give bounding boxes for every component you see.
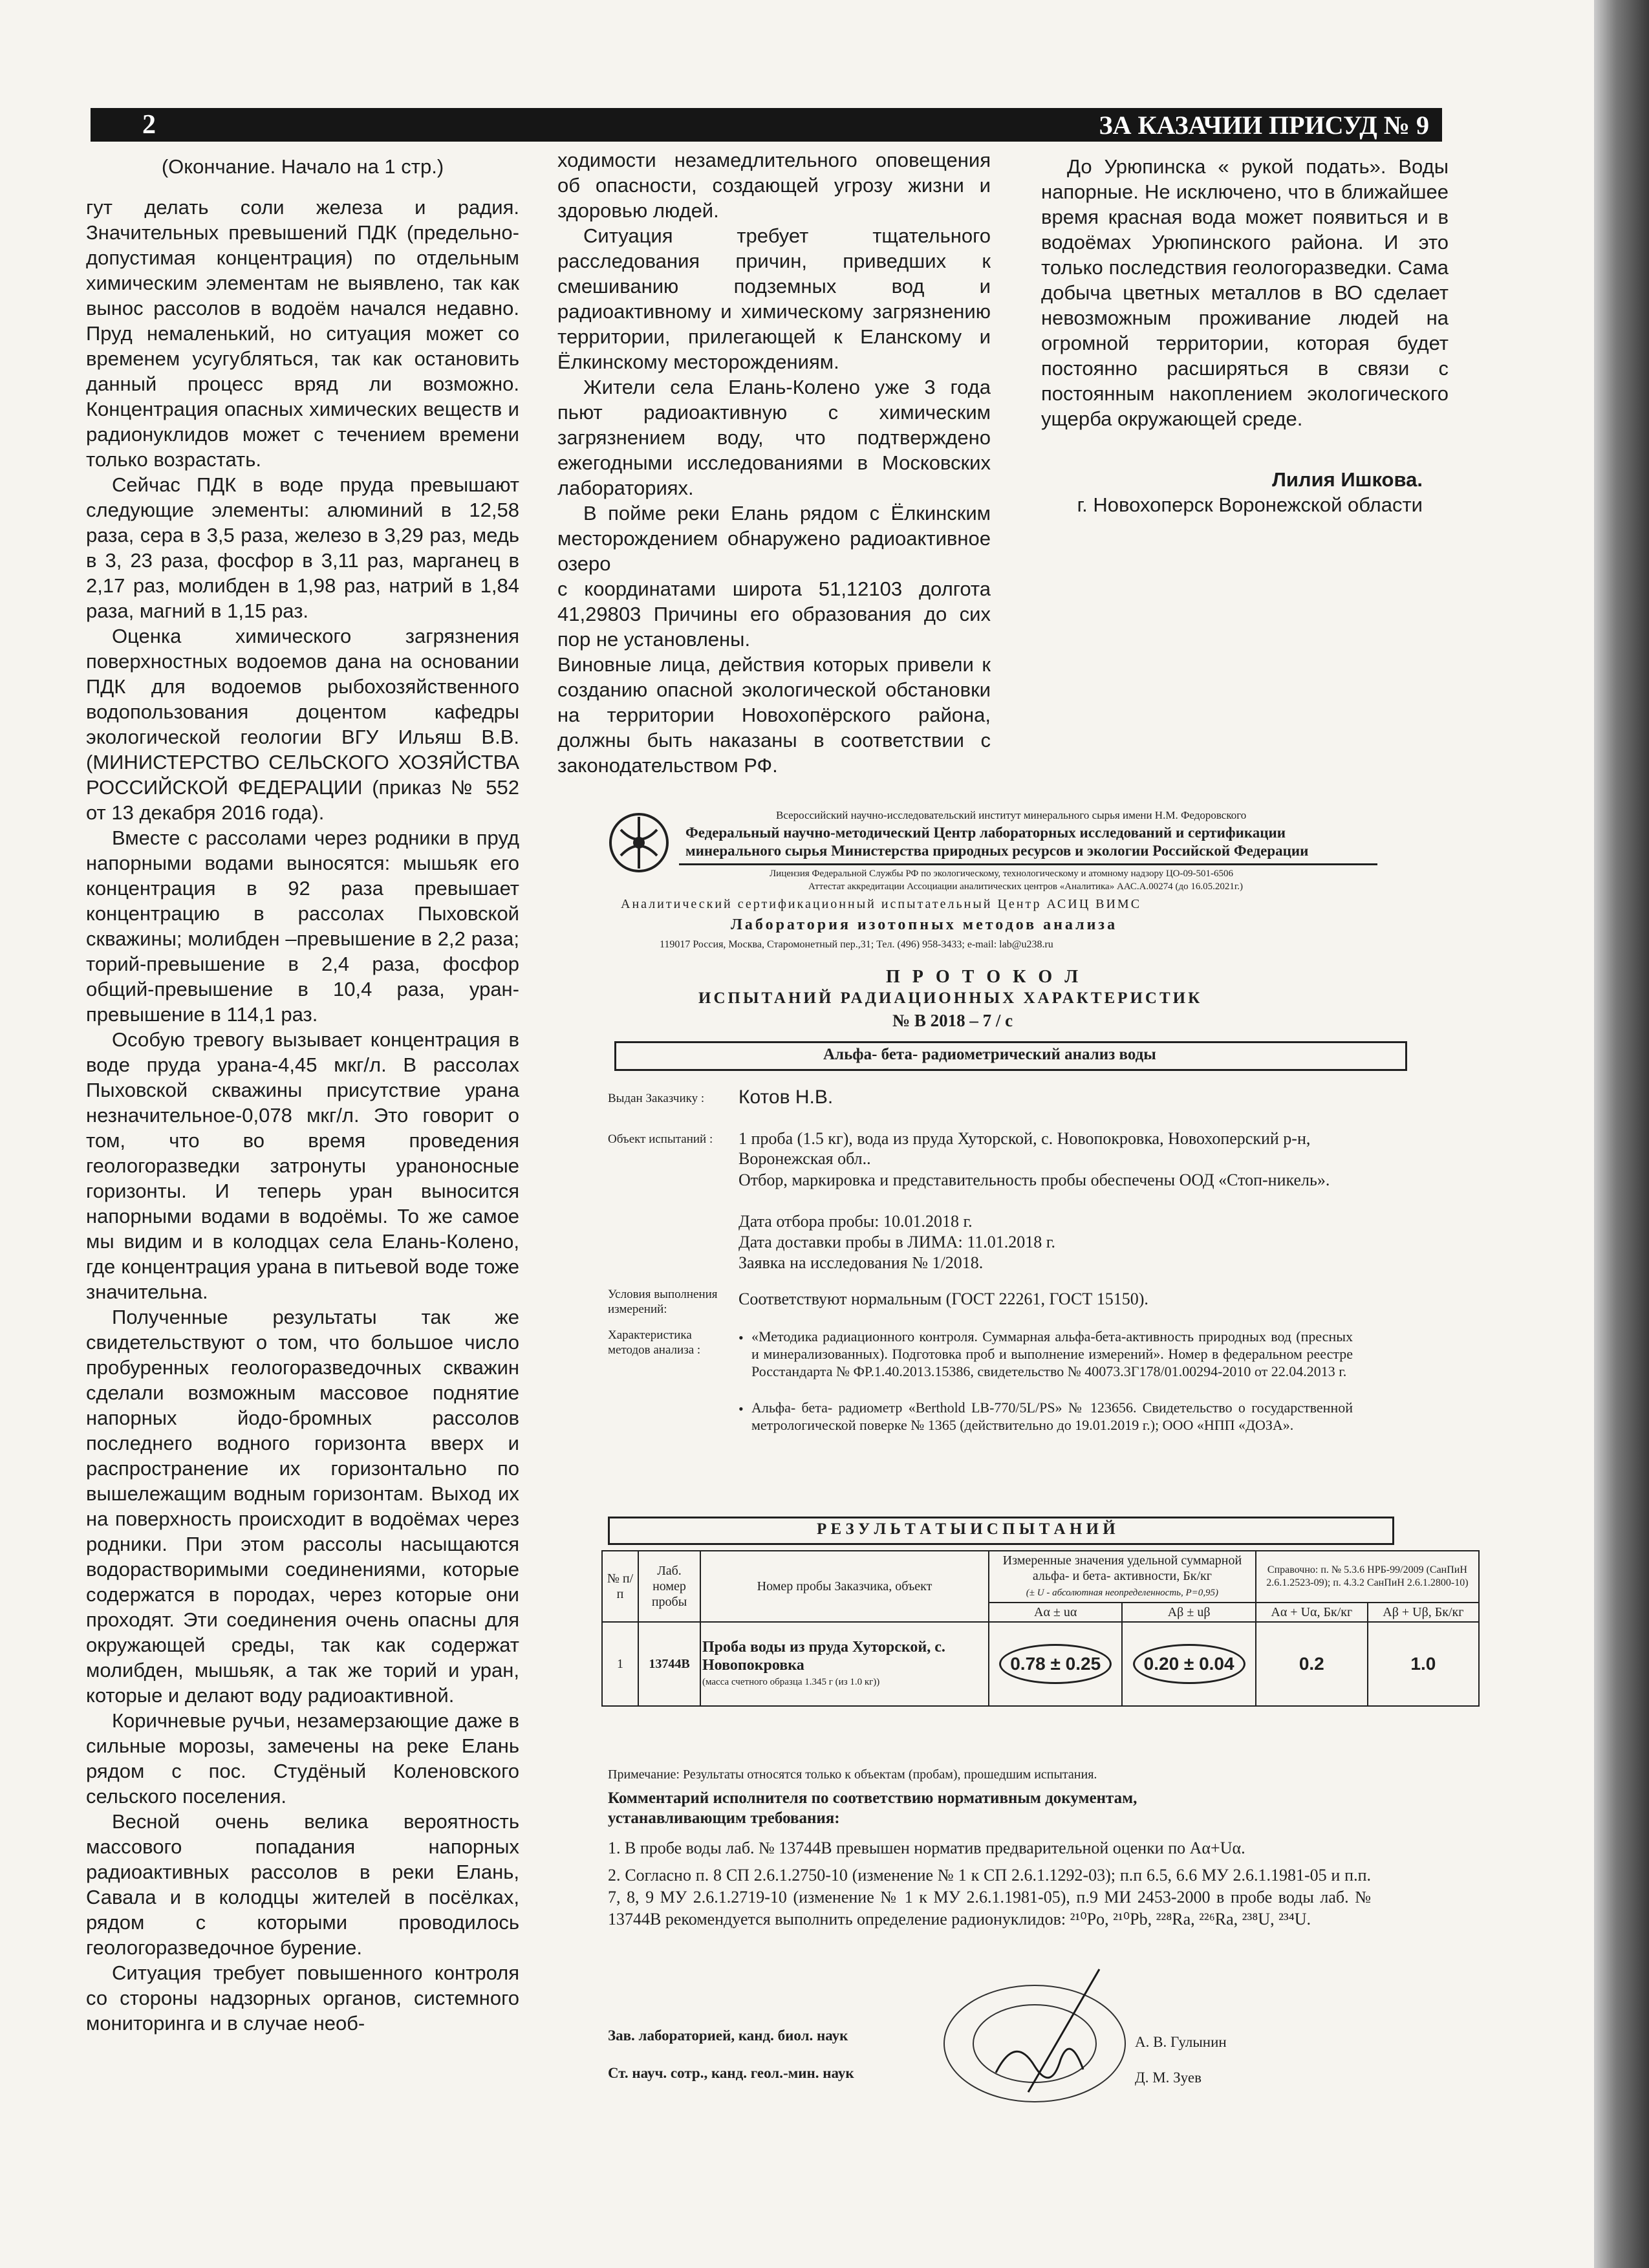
- header-lab: Лаб. номер пробы: [638, 1551, 700, 1622]
- header-ref-alpha: Aα + Uα, Бк/кг: [1256, 1603, 1368, 1622]
- accreditation-center: Аналитический сертификационный испытательный Центр АСИЦ ВИМС: [621, 897, 1142, 911]
- protocol-subtitle: ИСПЫТАНИЙ РАДИАЦИОННЫХ ХАРАКТЕРИСТИК: [698, 989, 1203, 1007]
- paragraph: Виновные лица, действия которых привели к созданию опасной экологической обстановки на территории Новохопёрского района, должны быть наказаны в соответствии с законодательством РФ.: [557, 653, 991, 777]
- object-line: Дата отбора пробы: 10.01.2018 г.: [738, 1212, 973, 1231]
- header-reference: Справочно: п. № 5.3.6 НРБ-99/2009 (СанПиН 2.6.1.2523-09); п. 4.3.2 СанПиН 2.6.1.2800-10): [1256, 1551, 1479, 1603]
- header-measured: [989, 1551, 1256, 1603]
- row-sample-cell: [700, 1622, 989, 1706]
- comment-title-1: Комментарий исполнителя по соответствию нормативным документам,: [608, 1789, 1137, 1807]
- paragraph: Вместе с рассолами через родники в пруд напорными водами выносятся: мышьяк его концентрация в 92 раза превышает концентрацию в рассолах Пыховской скважины; молибден –превышение в 2,2 раза; торий-превышение в 2,4 раза, фосфор общий-превышение в 10,4 раза, уран-превышение в 114,1 раз.: [86, 826, 519, 1026]
- paragraph: Ситуация требует повышенного контроля со стороны надзорных органов, системного мониторинга и в случае необ-: [86, 1961, 519, 2035]
- paragraph: Полученные результаты так же свидетельствуют о том, что большое число пробуренных геологоразведочных скважин сделали возможным массовое поднятие напорных йодо-бромных рассолов последнего водного горизонта вверх и распространение их горизонтально по вышележащим водным горизонтам. Выход их на поверхность происходит в водоёмах через родники. При этом рассолы насыщаются водорастворимыми соединениями, которые содержатся в породах, через которые они проходят. Эти соединения очень опасны для окружающей среды, так как содержат молибден, мышьяк, а так же торий и уран, которые и делают воду радиоактивной.: [86, 1306, 519, 1707]
- paragraph: До Урюпинска « рукой подать». Воды напорные. Не исключено, что в ближайшее время красная вода может появиться и в водоёмах Урюпинского района. И это только последствия геологоразведки. Сама добыча цветных металлов в ВО сделает невозможным проживание людей на огромной территории, которая будет постоянно расширяться в связи с постоянным накоплением экологического ущерба окружающей среде.: [1041, 155, 1449, 430]
- header-alpha: Aα ± uα: [989, 1603, 1122, 1622]
- row-ref-alpha: 0.2: [1256, 1622, 1368, 1706]
- row-sample: Проба воды из пруда Хуторской, с. Новопокровка: [702, 1639, 945, 1674]
- row-alpha-cell: [989, 1622, 1122, 1706]
- comment-item: 1. В пробе воды лаб. № 13744В превышен норматив предварительной оценки по Aα+Uα.: [608, 1839, 1245, 1857]
- bullet-icon: •: [738, 1330, 744, 1346]
- conditions-value: Соответствуют нормальным (ГОСТ 22261, ГОСТ 15150).: [738, 1290, 1148, 1308]
- continuation-note: (Окончание. Начало на 1 стр.): [161, 155, 444, 178]
- customer-label: Выдан Заказчику :: [608, 1092, 705, 1105]
- header-sample: Номер пробы Заказчика, объект: [700, 1551, 989, 1622]
- analysis-title: Альфа- бета- радиометрический анализ воды: [823, 1046, 1156, 1063]
- analysis-title-box: [614, 1041, 1407, 1071]
- page-header-bar: [91, 108, 1442, 142]
- bullet-icon: •: [738, 1401, 744, 1417]
- header-divider: [679, 863, 1377, 865]
- row-num: 1: [602, 1622, 638, 1706]
- object-line: 1 проба (1.5 кг), вода из пруда Хуторской, с. Новопокровка, Новохоперский р-н, Воронежская обл..: [738, 1129, 1311, 1168]
- signatory-2-role: Ст. науч. сотр., канд. геол.-мин. наук: [608, 2065, 854, 2081]
- results-note: Примечание: Результаты относятся только к объектам (пробам), прошедшим испытания.: [608, 1767, 1097, 1782]
- object-line: Отбор, маркировка и представительность пробы обеспечены ООД «Стоп-никель».: [738, 1171, 1330, 1189]
- object-line: Дата доставки пробы в ЛИМА: 11.01.2018 г.: [738, 1233, 1055, 1251]
- paragraph: Сейчас ПДК в воде пруда превышают следующие элементы: алюминий в 12,58 раза, сера в 3,5 раза, железо в 3,29 раз, медь в 3, 23 раза, фосфор в 3,11 раз, марганец в 2,17 раз, молибден в 1,98 раз, натрий в 1,84 раза, магний в 1,15 раз.: [86, 473, 519, 622]
- header-measured-label: Измеренные значения удельной суммарной альфа- и бета- активности, Бк/кг: [1002, 1553, 1242, 1583]
- page-number: 2: [142, 110, 156, 140]
- row-lab: 13744В: [638, 1622, 700, 1706]
- results-title-box: [608, 1517, 1394, 1545]
- table-row: [602, 1622, 1479, 1706]
- attest-line: Аттестат аккредитации Ассоциации аналитических центров «Аналитика» ААС.А.00274 (до 16.05.2021г.): [808, 881, 1244, 892]
- paragraph: гут делать соли железа и радия. Значительных превышений ПДК (предельно-допустимая концентрация) по отдельным химическим элементам не выявлено, так как вынос рассолов в водоём начался недавно. Пруд немаленький, но ситуация может со временем усугубляться, так как остановить данный процесс вряд ли возможно. Концентрация опасных химических веществ и радионуклидов может с течением времени только возрастать.: [86, 196, 519, 471]
- signatory-1-role: Зав. лабораторией, канд. биол. наук: [608, 2027, 848, 2044]
- signatory-2-name: Д. М. Зуев: [1135, 2069, 1202, 2086]
- scan-edge: [1594, 0, 1649, 2268]
- results-table: [601, 1550, 1480, 1707]
- article-column-3: [1041, 154, 1449, 517]
- center-line-1: Федеральный научно-методический Центр лабораторных исследований и сертификации: [685, 825, 1286, 841]
- article-author: Лилия Ишкова.: [1272, 468, 1423, 491]
- comment-item: 2. Согласно п. 8 СП 2.6.1.2750-10 (изменение № 1 к СП 2.6.1.1292-03); п.п 6.5, 6.6 МУ 2.6.1.1981-05 и п.п. 7, 8, 9 МУ 2.6.1.2719-10 (изменение № 1 к МУ 2.6.1.1981-05), п.9 МИ 2453-2000 в пробе воды лаб. № 13744В рекомендуется выполнить определение радионуклидов: ²¹⁰Po, ²¹⁰Pb, ²²⁸Ra, ²²⁶Ra, ²³⁸U, ²³⁴U.: [608, 1866, 1371, 1928]
- paragraph: Особую тревогу вызывает концентрация в воде пруда урана-4,45 мкг/л. В рассолах Пыховской скважины присутствие урана незначительное-0,078 мкг/л. Это говорит о том, что во время проведения геологоразведки затронуты ураноносные горизонты. И теперь уран выносится напорными водами в водоёмы. То же самое мы видим и в колодцах села Елань-Колено, где концентрация урана в питьевой воде тоже значительна.: [86, 1028, 519, 1303]
- newspaper-title: ЗА КАЗАЧИИ ПРИСУД № 9: [1099, 111, 1429, 140]
- paragraph: с координатами широта 51,12103 долгота 41,29803 Причины его образования до сих пор не установлены.: [557, 578, 991, 651]
- article-location: г. Новохоперск Воронежской области: [1077, 493, 1423, 516]
- row-beta-cell: [1122, 1622, 1255, 1706]
- row-beta: 0.20 ± 0.04: [1133, 1644, 1245, 1684]
- signatory-1-name: А. В. Гулынин: [1135, 2034, 1227, 2050]
- paragraph: Оценка химического загрязнения поверхностных водоемов дана на основании ПДК для водоемов рыбохозяйственного водопользования доцентом кафедры экологической геологии ВГУ Ильяш В.В. (МИНИСТЕРСТВО СЕЛЬСКОГО ХОЗЯЙСТВА РОССИЙСКОЙ ФЕДЕРАЦИИ (приказ № 552 от 13 декабря 2016 года).: [86, 625, 519, 824]
- paragraph: ходимости незамедлительного оповещения об опасности, создающей угрозу жизни и здоровью людей.: [557, 149, 991, 222]
- article-column-1: [86, 154, 519, 2036]
- object-line: Заявка на исследования № 1/2018.: [738, 1253, 984, 1272]
- header-ref-beta: Aβ + Uβ, Бк/кг: [1368, 1603, 1479, 1622]
- paragraph: Жители села Елань-Колено уже 3 года пьют радиоактивную с химическим загрязнением воду, что подтверждено ежегодными исследованиями в Московских лабораториях.: [557, 376, 991, 499]
- laboratory-name: Лаборатория изотопных методов анализа: [731, 916, 1118, 933]
- institute-name: Всероссийский научно-исследовательский институт минерального сырья имени Н.М. Федоровского: [776, 809, 1247, 821]
- header-beta: Aβ ± uβ: [1122, 1603, 1255, 1622]
- license-line: Лицензия Федеральной Службы РФ по экологическому, технологическому и атомному надзору ЦО-09-501-6506: [770, 869, 1233, 879]
- article-column-2: [557, 147, 991, 778]
- lab-address: 119017 Россия, Москва, Старомонетный пер.,31; Тел. (496) 958-3433; e-mail: lab@u238.ru: [660, 939, 1053, 950]
- comment-title-2: устанавливающим требования:: [608, 1809, 840, 1827]
- paragraph: Коричневые ручьи, незамерзающие даже в сильные морозы, замечены на реке Елань рядом с пос. Студёный Коленовского сельского поселения.: [86, 1709, 519, 1808]
- protocol-number: № В 2018 – 7 / с: [892, 1011, 1013, 1030]
- paragraph: Весной очень велика вероятность массового попадания напорных радиоактивных рассолов в реки Елань, Савала и в колодцы жителей в посёлках, рядом с которыми проводилось геологоразведочное бурение.: [86, 1810, 519, 1959]
- paragraph: Ситуация требует тщательного расследования причин, приведших к смешиванию подземных вод и радиоактивному и химическому загрязнению территории, прилегающей к Еланскому и Ёлкинскому месторождениям.: [557, 224, 991, 373]
- conditions-label: Условия выполнения измерений:: [608, 1288, 718, 1316]
- center-line-2: минерального сырья Министерства природных ресурсов и экологии Российской Федерации: [685, 843, 1309, 859]
- paragraph: В пойме реки Елань рядом с Ёлкинским месторождением обнаружено радиоактивное озеро: [557, 502, 991, 575]
- institute-logo-icon: [607, 810, 671, 875]
- results-title: Р Е З У Л Ь Т А Т Ы И С П Ы Т А Н И Й: [817, 1520, 1116, 1538]
- row-sample-note: (масса счетного образца 1.345 г (из 1.0 кг)): [702, 1677, 880, 1687]
- header-measured-note: (± U - абсолютная неопределенность, P=0,95): [1026, 1588, 1219, 1598]
- methods-label: Характеристика методов анализа :: [608, 1328, 701, 1357]
- customer-name: Котов Н.В.: [738, 1086, 834, 1108]
- method-item: «Методика радиационного контроля. Суммарная альфа-бета-активность природных вод (пресных и минерализованных). Подготовка проб и выполнение измерений». Номер в федеральном реестре Росстандарта № ФР.1.40.2013.15386, свидетельство № 40073.3Г178/01.00294-2010 от 22.04.2013 г.: [751, 1328, 1353, 1379]
- protocol-document: [601, 805, 1481, 2092]
- protocol-title: П Р О Т О К О Л: [886, 967, 1083, 987]
- method-item: Альфа- бета- радиометр «Berthold LB-770/5L/PS» № 123656. Свидетельство о государственной метрологической поверке № 1365 (действительно до 19.01.2019 г.); ООО «НПП «ДОЗА».: [751, 1399, 1353, 1433]
- object-label: Объект испытаний :: [608, 1132, 713, 1146]
- header-num: № п/п: [602, 1551, 638, 1622]
- row-alpha: 0.78 ± 0.25: [999, 1644, 1112, 1684]
- table-header-row: [602, 1551, 1479, 1603]
- row-ref-beta: 1.0: [1368, 1622, 1479, 1706]
